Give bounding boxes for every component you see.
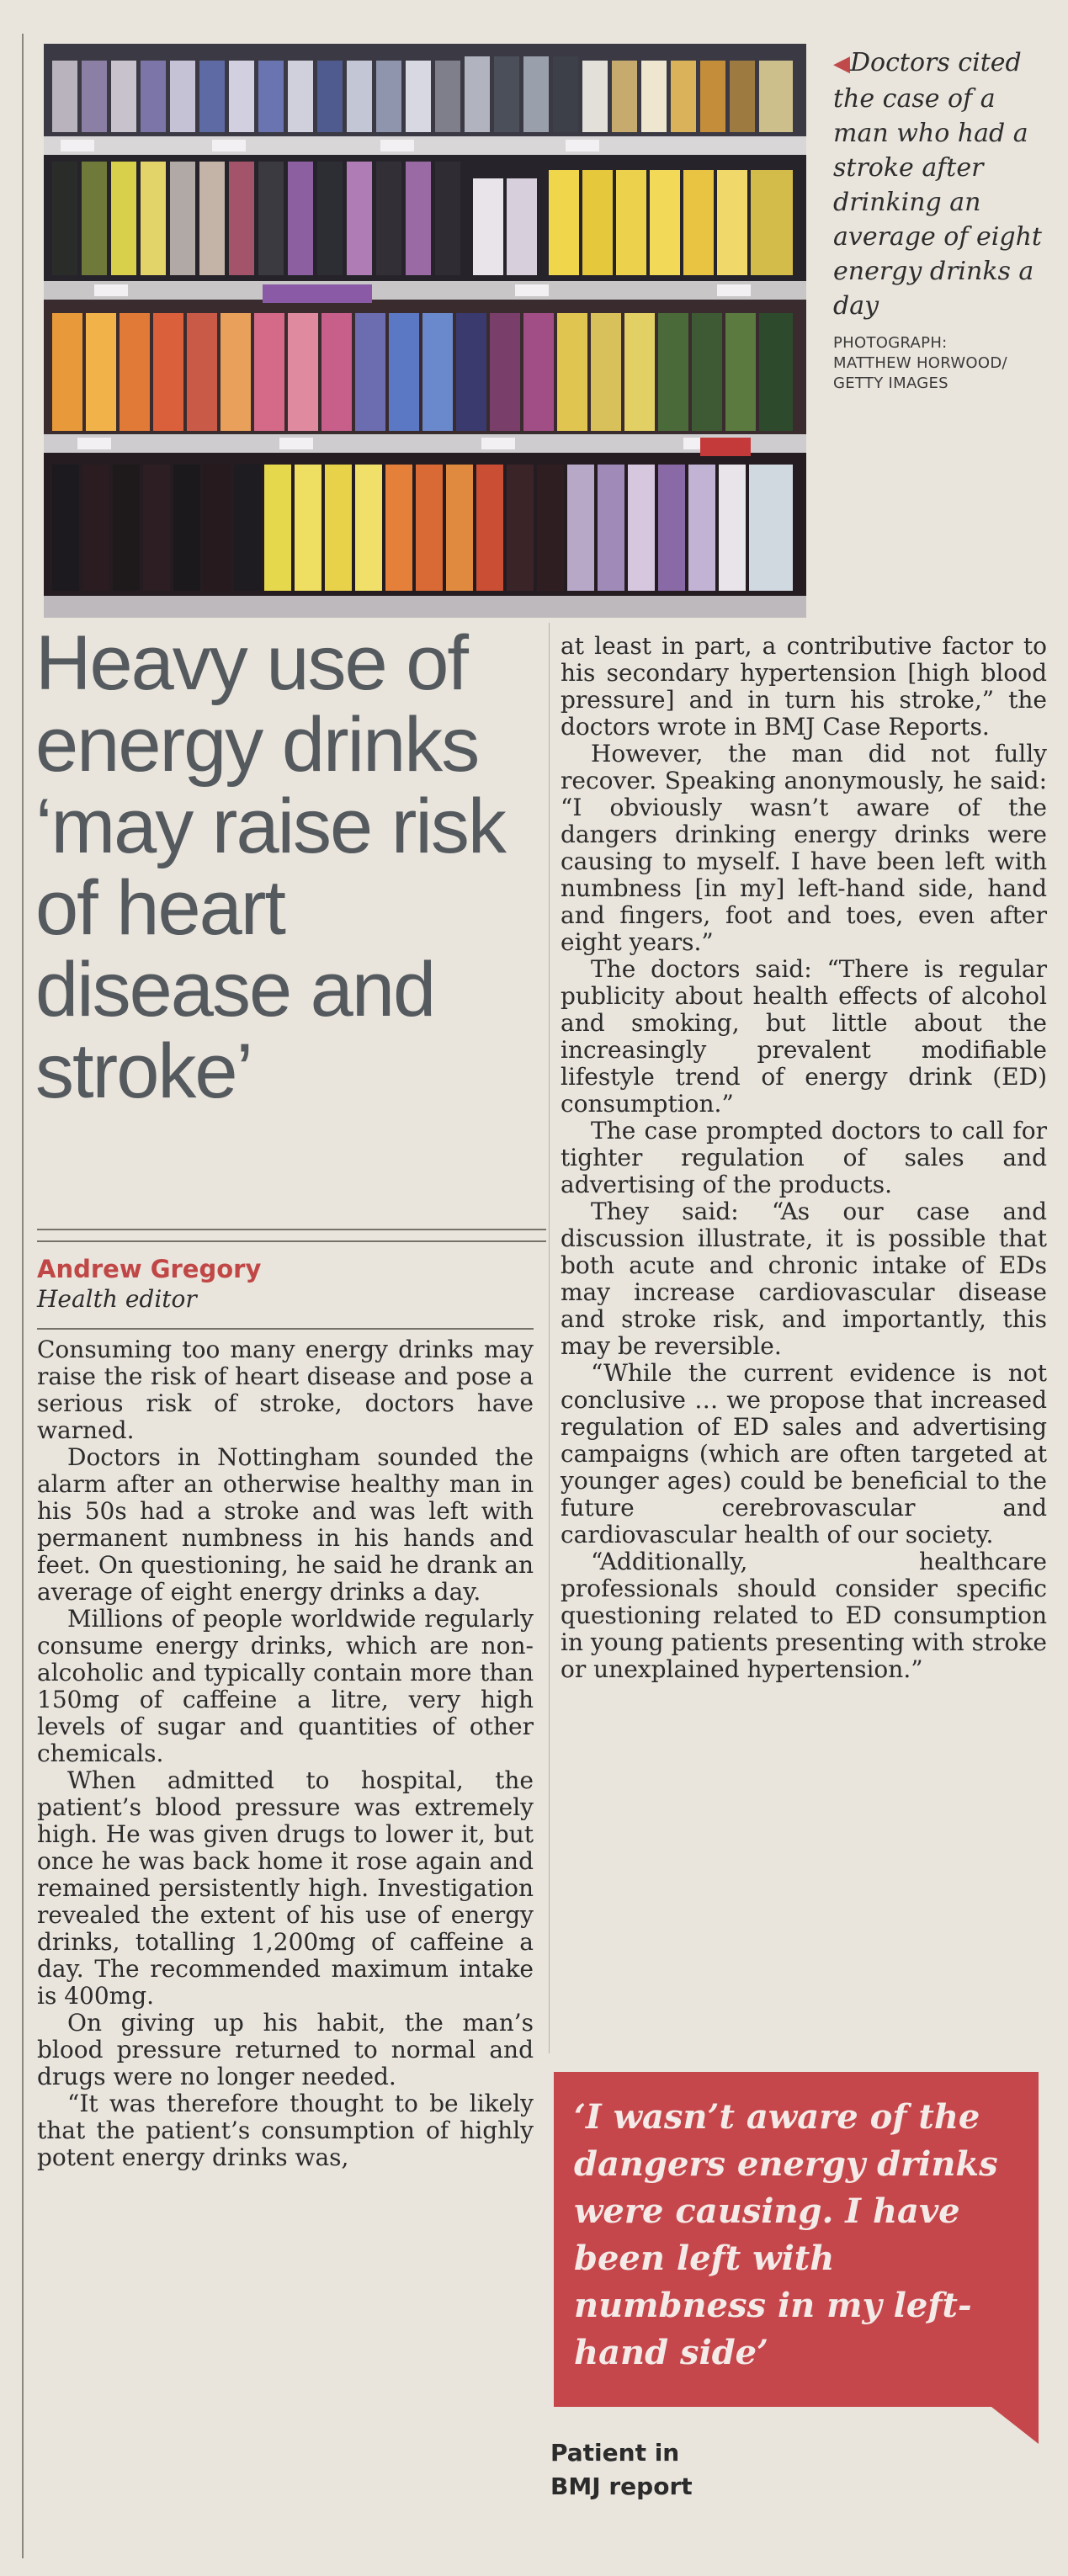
photo-credit	[833, 333, 1052, 394]
body-paragraph: They said: “As our case and discussion illustrate, it is possible that both acute and chronic intake of EDs may increase cardiovascular disease and stroke risk, and importantly, this may be reversible.	[561, 1198, 1047, 1360]
pull-quote-source	[550, 2436, 693, 2504]
body-paragraph: “While the current evidence is not conclusive … we propose that increased regulation of ED sales and advertising campaigns (which are often targeted at younger ages) could be beneficial to the future cerebrovascular and cardiovascular health of our society.	[561, 1359, 1047, 1548]
photo-caption	[833, 45, 1052, 394]
body-paragraph: Millions of people worldwide regularly consume energy drinks, which are non-alcoholic and typically contain more than 150mg of caffeine a litre, very high levels of sugar and quantities of other chemicals.	[37, 1605, 534, 1767]
byline-role: Health editor	[37, 1285, 197, 1313]
pull-quote-box	[554, 2072, 1039, 2407]
body-paragraph: The case prompted doctors to call for tighter regulation of sales and advertising of the products.	[561, 1117, 1047, 1198]
pull-quote-text: ‘I wasn’t aware of the dangers energy drinks were causing. I have been left with numbness in my left-hand side’	[574, 2097, 998, 2372]
energy-drink-shelves-photo	[44, 44, 806, 618]
body-paragraph: However, the man did not fully recover. Speaking anonymously, he said: “I obviously wasn’t aware of the dangers drinking energy drinks were causing to myself. I have been left with numbness [in my] left-hand side, hand and fingers, foot and toes, even after eight years.”	[561, 740, 1047, 956]
body-paragraph: “It was therefore thought to be likely that the patient’s consumption of highly potent energy drinks was,	[37, 2090, 534, 2171]
article-body-column-2	[561, 633, 1047, 1683]
caption-text	[833, 45, 1052, 323]
photo-illustration	[44, 44, 806, 618]
column-divider	[549, 623, 550, 2053]
article-body-column-1	[37, 1336, 534, 2171]
body-paragraph: When admitted to hospital, the patient’s blood pressure was extremely high. He was given drugs to lower it, but once he was back home it rose again and remained persistently high. Investigation revealed the extent of his use of energy drinks, totalling 1,200mg of caffeine a day. The recommended maximum intake is 400mg.	[37, 1766, 534, 2010]
byline	[37, 1254, 261, 1315]
body-paragraph: Consuming too many energy drinks may raise the risk of heart disease and pose a serious risk of stroke, doctors have warned.	[37, 1336, 534, 1444]
byline-rule	[37, 1328, 534, 1330]
pull-quote-source-line: Patient in	[550, 2439, 680, 2467]
photo-credit-line: GETTY IMAGES	[833, 374, 948, 392]
pull-quote-tail	[991, 2407, 1039, 2444]
body-paragraph: at least in part, a contributive factor to his secondary hypertension [high blood pressure] and in turn his stroke,” the doctors wrote in BMJ Case Reports.	[561, 632, 1047, 741]
body-paragraph: Doctors in Nottingham sounded the alarm after an otherwise healthy man in his 50s had a stroke and was left with permanent numbness in his hands and feet. On questioning, he said he drank an average of eight energy drinks a day.	[37, 1443, 534, 1606]
body-paragraph: On giving up his habit, the man’s blood pressure returned to normal and drugs were no longer needed.	[37, 2009, 534, 2090]
photo-credit-line: PHOTOGRAPH:	[833, 334, 948, 352]
body-paragraph: “Additionally, healthcare professionals should consider specific questioning related to ED consumption in young patients presenting with stroke or unexplained hypertension.”	[561, 1548, 1047, 1683]
headline: Heavy use of energy drinks ‘may raise risk of heart disease and stroke’	[35, 620, 505, 1114]
body-paragraph: The doctors said: “There is regular publicity about health effects of alcohol and smoking, but little about the increasingly prevalent modifiable lifestyle trend of energy drink (ED) consumption.”	[561, 955, 1047, 1118]
headline-double-rule	[37, 1229, 546, 1242]
caption-body: Doctors cited the case of a man who had a stroke after drinking an average of eight energy drinks a day	[833, 48, 1042, 321]
byline-author-link[interactable]: Andrew Gregory	[37, 1255, 262, 1283]
photo-credit-line: MATTHEW HORWOOD/	[833, 354, 1007, 372]
caption-pointer-icon: ◀	[833, 51, 850, 77]
page-left-rule	[22, 34, 24, 2558]
pull-quote-source-line: BMJ report	[550, 2472, 693, 2500]
